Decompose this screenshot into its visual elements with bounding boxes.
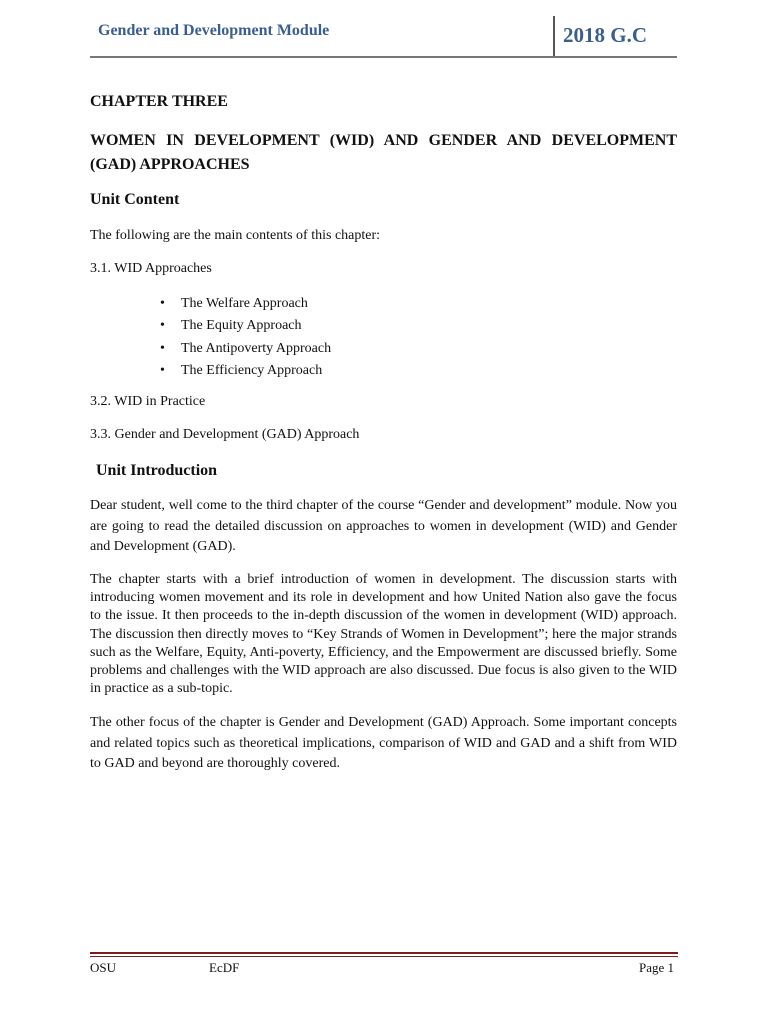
contents-intro: The following are the main contents of this chapter: xyxy=(90,228,381,243)
unit-content-heading: Unit Content xyxy=(90,191,180,208)
footer-institution: OSU xyxy=(90,960,117,975)
module-year: 2018 G.C xyxy=(563,23,647,47)
intro-paragraph-1: Dear student, well come to the third chapter of the course “Gender and development” module. Now you are going to read the detailed discussion on approaches to women in development (WID) and Gender and Development (GAD). xyxy=(90,498,677,554)
list-item: • The Efficiency Approach xyxy=(160,360,331,382)
header-rule xyxy=(90,56,677,58)
wid-approaches-list xyxy=(160,293,331,382)
page-number: Page 1 xyxy=(639,960,675,975)
contents-item-3-2: 3.2. WID in Practice xyxy=(90,394,206,409)
contents-item-3-3: 3.3. Gender and Development (GAD) Approach xyxy=(90,427,360,442)
chapter-title: WOMEN IN DEVELOPMENT (WID) AND GENDER AND DEVELOPMENT (GAD) APPROACHES xyxy=(90,132,677,173)
intro-paragraph-2: The chapter starts with a brief introduction of women in development. The discussion starts with introducing women movement and its role in development and how United Nation also gave the focus to the issue. It then proceeds to the in-depth discussion of the women in development (WID) approach. The discussion then directly moves to “Key Strands of Women in Development”; here the major strands such as the Welfare, Equity, Anti-poverty, Efficiency, and the Empowerment are discussed briefly. Some problems and challenges with the WID approach are also discussed. Due focus is also given to the WID in practice as a sub-topic. xyxy=(90,572,677,697)
chapter-label: CHAPTER THREE xyxy=(90,93,228,110)
footer-rule-thin xyxy=(90,956,678,957)
module-title: Gender and Development Module xyxy=(98,22,330,39)
footer-rule xyxy=(90,952,678,954)
intro-paragraph-3: The other focus of the chapter is Gender and Development (GAD) Approach. Some important concepts and related topics such as theoretical implications, comparison of WID and GAD and a shift from WID to GAD and beyond are thoroughly covered. xyxy=(90,715,677,771)
header-divider xyxy=(553,16,555,58)
list-item: • The Equity Approach xyxy=(160,315,331,337)
unit-introduction-heading: Unit Introduction xyxy=(96,462,218,479)
list-item: • The Antipoverty Approach xyxy=(160,338,331,360)
list-item: • The Welfare Approach xyxy=(160,293,331,315)
footer-department: EcDF xyxy=(209,960,240,975)
contents-item-3-1: 3.1. WID Approaches xyxy=(90,261,212,276)
